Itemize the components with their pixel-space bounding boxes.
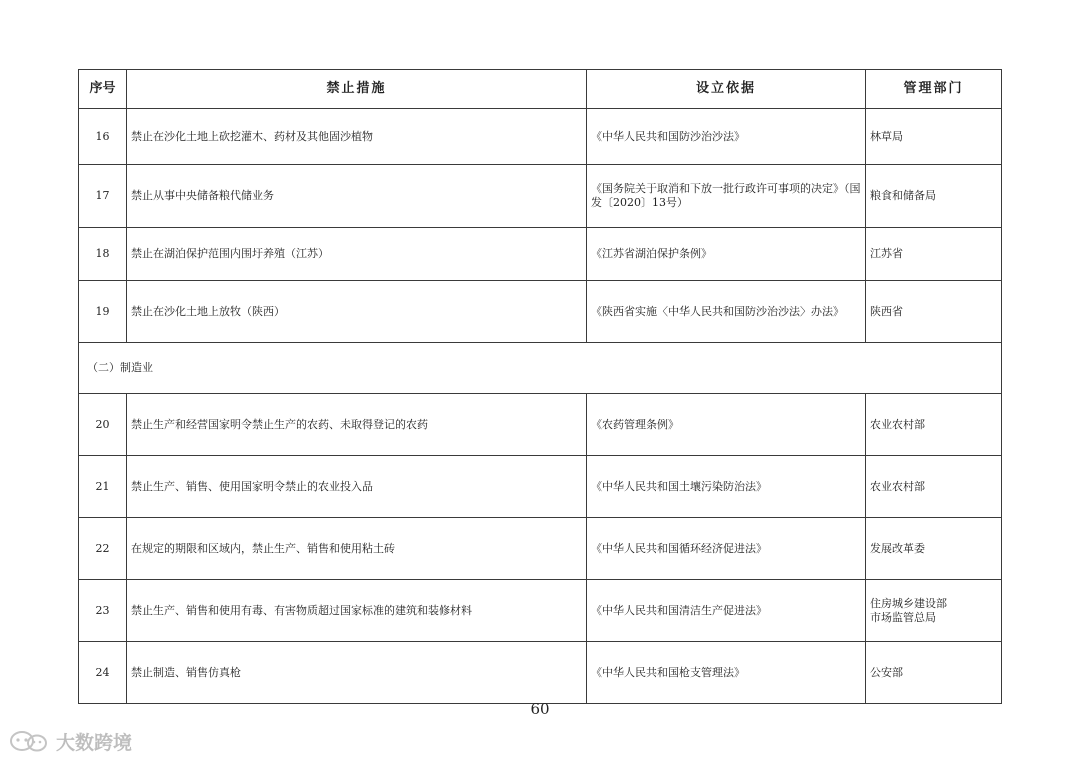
table-row — [79, 394, 1002, 456]
row-measure: 禁止生产和经营国家明令禁止生产的农药、未取得登记的农药 — [127, 394, 587, 456]
table-row — [79, 109, 1002, 165]
row-number: 22 — [79, 518, 127, 580]
row-measure: 禁止从事中央储备粮代储业务 — [127, 165, 587, 228]
table-row — [79, 456, 1002, 518]
row-dept: 公安部 — [866, 642, 1002, 704]
row-number: 24 — [79, 642, 127, 704]
row-number: 17 — [79, 165, 127, 228]
header-measure: 禁止措施 — [127, 70, 587, 109]
table-row — [79, 281, 1002, 343]
table-header-row — [79, 70, 1002, 109]
row-basis: 《中华人民共和国防沙治沙法》 — [587, 109, 866, 165]
table-row — [79, 580, 1002, 642]
table-row — [79, 518, 1002, 580]
header-no: 序号 — [79, 70, 127, 109]
table-body-forestry — [79, 109, 1002, 343]
prohibition-table — [78, 69, 1002, 704]
row-dept: 农业农村部 — [866, 456, 1002, 518]
row-basis: 《中华人民共和国清洁生产促进法》 — [587, 580, 866, 642]
row-dept: 林草局 — [866, 109, 1002, 165]
row-number: 19 — [79, 281, 127, 343]
row-measure: 禁止生产、销售、使用国家明令禁止的农业投入品 — [127, 456, 587, 518]
row-basis: 《中华人民共和国枪支管理法》 — [587, 642, 866, 704]
watermark-text: 大数跨境 — [56, 732, 133, 754]
table-section — [79, 343, 1002, 394]
row-measure: 禁止在沙化土地上放牧（陕西） — [127, 281, 587, 343]
header-basis: 设立依据 — [587, 70, 866, 109]
table-row — [79, 642, 1002, 704]
row-basis: 《国务院关于取消和下放一批行政许可事项的决定》（国发〔2020〕13号） — [587, 165, 866, 228]
row-basis: 《中华人民共和国土壤污染防治法》 — [587, 456, 866, 518]
row-dept: 粮食和储备局 — [866, 165, 1002, 228]
page-number: 60 — [530, 700, 550, 718]
row-measure: 禁止在湖泊保护范围内围圩养殖（江苏） — [127, 228, 587, 281]
row-dept: 住房城乡建设部 市场监管总局 — [866, 580, 1002, 642]
table-row — [79, 228, 1002, 281]
row-dept: 发展改革委 — [866, 518, 1002, 580]
row-number: 16 — [79, 109, 127, 165]
row-basis: 《农药管理条例》 — [587, 394, 866, 456]
row-number: 18 — [79, 228, 127, 281]
section-row — [79, 343, 1002, 394]
row-measure: 禁止制造、销售仿真枪 — [127, 642, 587, 704]
table-body-manufacturing — [79, 394, 1002, 704]
row-number: 23 — [79, 580, 127, 642]
row-number: 21 — [79, 456, 127, 518]
row-dept: 江苏省 — [866, 228, 1002, 281]
table-row — [79, 165, 1002, 228]
watermark — [8, 728, 132, 755]
row-measure: 禁止生产、销售和使用有毒、有害物质超过国家标准的建筑和装修材料 — [127, 580, 587, 642]
row-dept: 农业农村部 — [866, 394, 1002, 456]
row-dept: 陕西省 — [866, 281, 1002, 343]
section-title: （二）制造业 — [79, 343, 1002, 394]
row-basis: 《江苏省湖泊保护条例》 — [587, 228, 866, 281]
row-measure: 在规定的期限和区域内，禁止生产、销售和使用粘土砖 — [127, 518, 587, 580]
row-basis: 《陕西省实施〈中华人民共和国防沙治沙法〉办法》 — [587, 281, 866, 343]
row-measure: 禁止在沙化土地上砍挖灌木、药材及其他固沙植物 — [127, 109, 587, 165]
wechat-logo-icon — [8, 729, 52, 755]
row-basis: 《中华人民共和国循环经济促进法》 — [587, 518, 866, 580]
row-number: 20 — [79, 394, 127, 456]
header-dept: 管理部门 — [866, 70, 1002, 109]
